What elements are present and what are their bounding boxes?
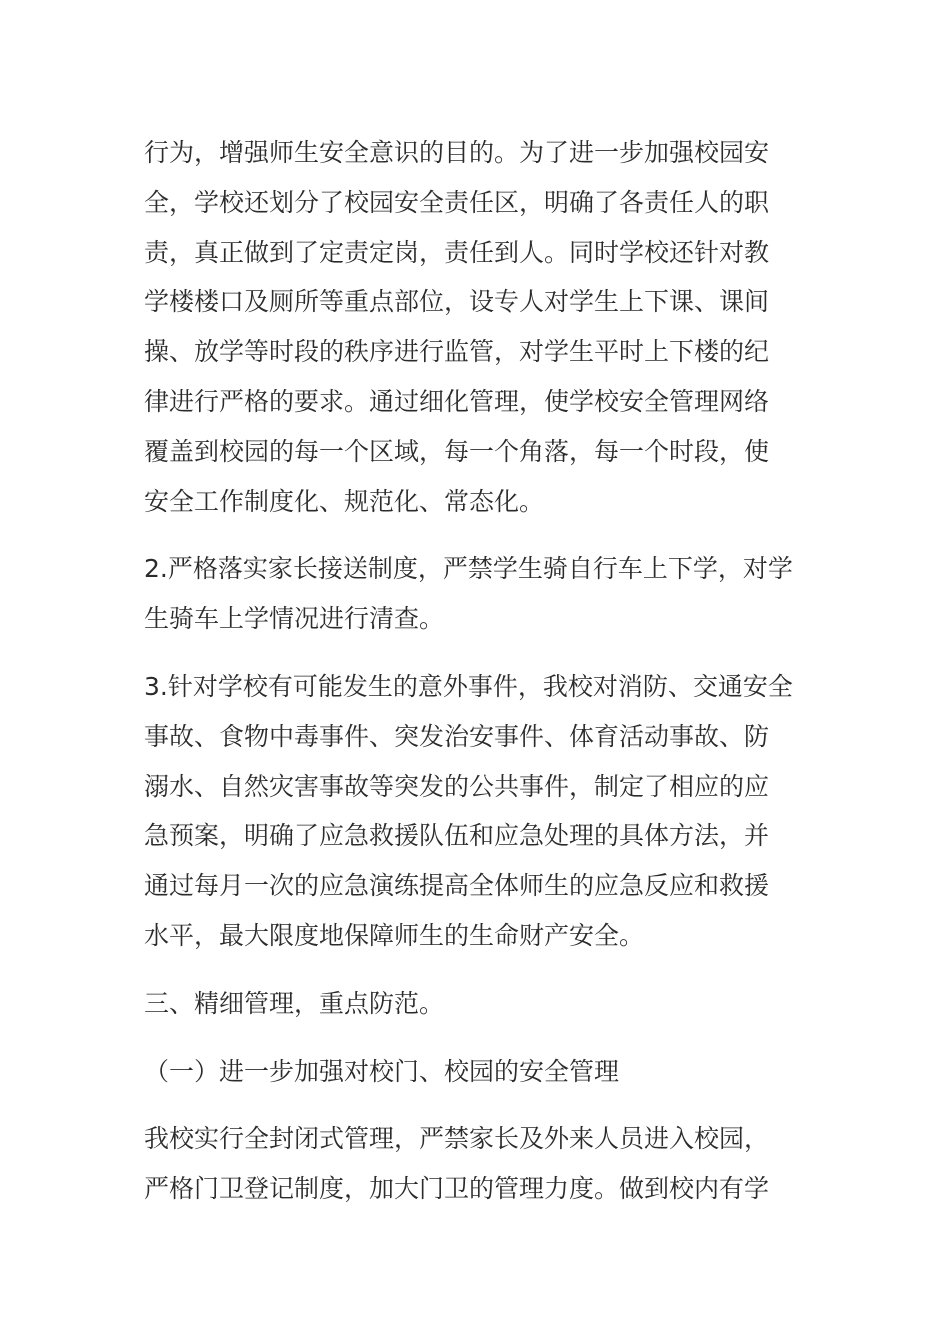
text-line: 溺水、自然灾害事故等突发的公共事件，制定了相应的应 — [144, 771, 770, 801]
text-line: 安全工作制度化、规范化、常态化。 — [144, 486, 545, 516]
paragraph-item-3 — [144, 662, 812, 961]
text-line: 全，学校还划分了校园安全责任区，明确了各责任人的职 — [144, 187, 770, 217]
paragraph-item-2 — [144, 544, 812, 644]
text-line: 我校实行全封闭式管理，严禁家长及外来人员进入校园， — [144, 1124, 770, 1154]
section-heading — [144, 979, 812, 1029]
text-line: 学楼楼口及厕所等重点部位，设专人对学生上下课、课间 — [144, 287, 770, 317]
text-line: 事故、食物中毒事件、突发治安事件、体育活动事故、防 — [144, 721, 770, 751]
text-line: （一）进一步加强对校门、校园的安全管理 — [144, 1056, 620, 1086]
subsection-heading — [144, 1047, 812, 1097]
text-line: 生骑车上学情况进行清查。 — [144, 604, 445, 634]
text-line: 通过每月一次的应急演练提高全体师生的应急反应和救援 — [144, 871, 770, 901]
text-line: 责，真正做到了定责定岗，责任到人。同时学校还针对教 — [144, 237, 770, 267]
text-line: 行为，增强师生安全意识的目的。为了进一步加强校园安 — [144, 138, 770, 167]
text-line: 严格门卫登记制度，加大门卫的管理力度。做到校内有学 — [144, 1174, 770, 1204]
paragraph-closed-management — [144, 1114, 812, 1214]
text-line: 操、放学等时段的秩序进行监管，对学生平时上下楼的纪 — [144, 337, 770, 367]
text-line: 律进行严格的要求。通过细化管理，使学校安全管理网络 — [144, 386, 770, 416]
paragraph-safety-zones — [144, 128, 812, 526]
text-line: 2.严格落实家长接送制度，严禁学生骑自行车上下学，对学 — [144, 554, 793, 584]
text-line: 急预案，明确了应急救援队伍和应急处理的具体方法，并 — [144, 821, 770, 851]
text-line: 水平，最大限度地保障师生的生命财产安全。 — [144, 920, 645, 950]
text-line: 覆盖到校园的每一个区域，每一个角落，每一个时段，使 — [144, 436, 770, 466]
document-body — [144, 128, 812, 1232]
text-line: 3.针对学校有可能发生的意外事件，我校对消防、交通安全 — [144, 671, 793, 701]
text-line: 三、精细管理，重点防范。 — [144, 988, 445, 1018]
